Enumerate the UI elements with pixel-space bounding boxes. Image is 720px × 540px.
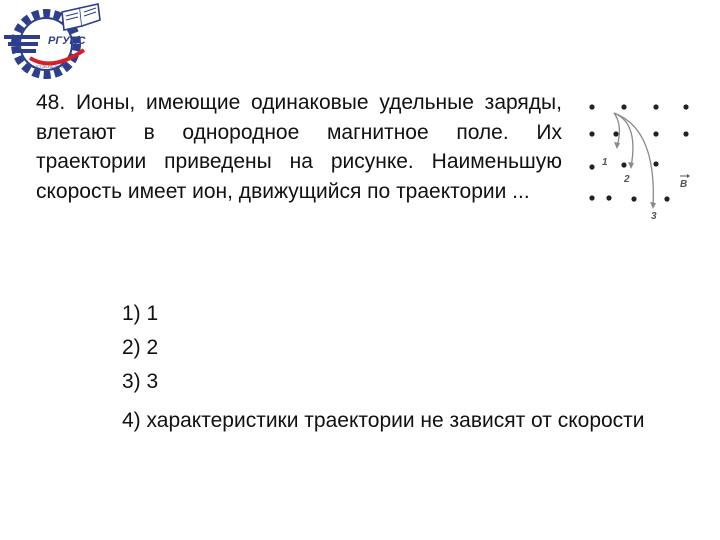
trajectory-label-3: 3 xyxy=(651,211,657,222)
speed-stripes xyxy=(4,35,40,53)
answer-option-4[interactable]: 4) характеристики траектории не зависят от скорости xyxy=(122,409,645,432)
question-text: 48. Ионы, имеющие одинаковые удельные заряды, влетают в однородное магнитное поле. Их траектории приведены на рисунке. Наименьшую скорость имеет ион, движущийся по траектории ... xyxy=(36,91,562,203)
trajectory-label-1: 1 xyxy=(602,157,608,168)
field-label: B xyxy=(680,179,688,190)
logo-text: РГУПС xyxy=(48,35,86,47)
answer-option-2[interactable]: 2) 2 xyxy=(122,336,159,359)
university-logo xyxy=(2,2,106,82)
answer-option-1[interactable]: 1) 1 xyxy=(122,302,159,325)
trajectory-figure xyxy=(577,95,695,227)
book-icon xyxy=(62,4,100,30)
trajectory-label-2: 2 xyxy=(624,174,630,185)
answer-option-3[interactable]: 3) 3 xyxy=(122,370,159,393)
logo-subtitle: РОСТОВ-НА-ДОНУ xyxy=(32,65,65,69)
